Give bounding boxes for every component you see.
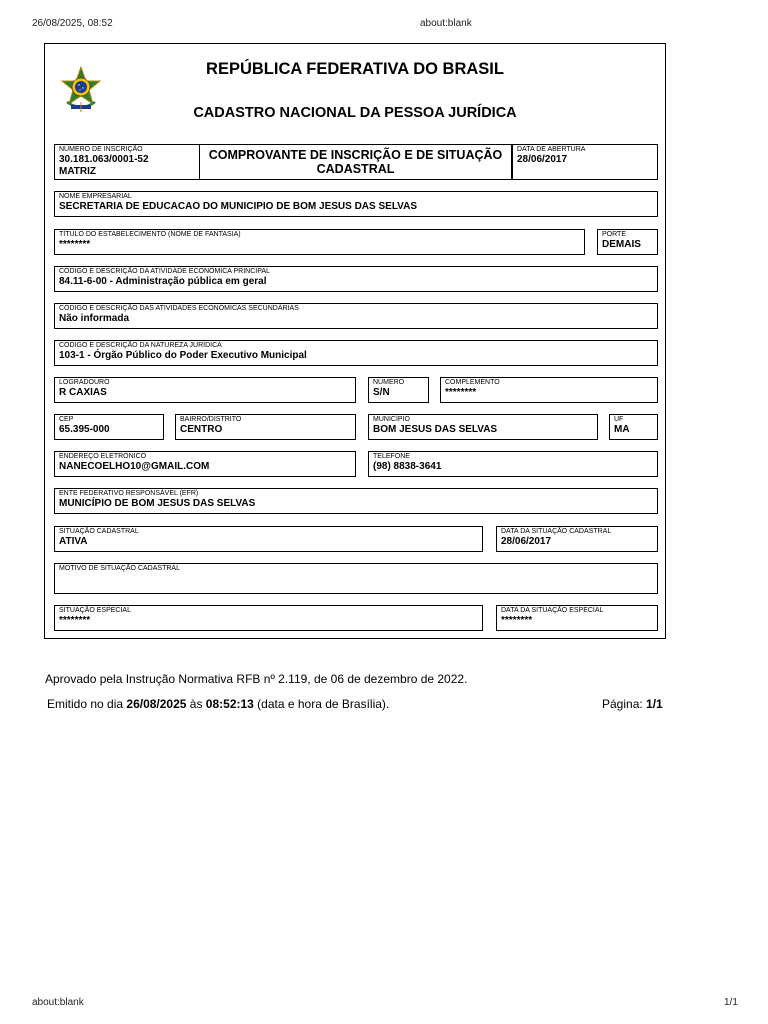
field-label: MOTIVO DE SITUAÇÃO CADASTRAL bbox=[59, 565, 180, 572]
field-label: ENTE FEDERATIVO RESPONSÁVEL (EFR) bbox=[59, 490, 199, 497]
field-label: LOGRADOURO bbox=[59, 379, 110, 386]
field-label: NÚMERO bbox=[373, 379, 405, 386]
field-value: 65.395-000 bbox=[59, 424, 110, 435]
field-label: CEP bbox=[59, 416, 74, 423]
field-value: ******** bbox=[59, 615, 91, 626]
issued-time: 08:52:13 bbox=[205, 697, 254, 711]
field-label: ENDEREÇO ELETRÔNICO bbox=[59, 453, 147, 460]
issued-note bbox=[47, 697, 389, 711]
field-value: MA bbox=[614, 424, 630, 435]
field-value: (98) 8838-3641 bbox=[373, 461, 442, 472]
field-label: TÍTULO DO ESTABELECIMENTO (NOME DE FANTASIA) bbox=[59, 231, 241, 238]
field-numero bbox=[368, 377, 429, 403]
print-footer-url: about:blank bbox=[32, 997, 84, 1008]
field-label: CÓDIGO E DESCRIÇÃO DAS ATIVIDADES ECONÔMICAS SECUNDÁRIAS bbox=[59, 305, 299, 312]
document-title: REPÚBLICA FEDERATIVA DO BRASIL bbox=[206, 60, 504, 78]
issued-prefix: Emitido no dia bbox=[47, 697, 127, 711]
field-label: UF bbox=[614, 416, 624, 423]
field-label: SITUAÇÃO ESPECIAL bbox=[59, 607, 131, 614]
page-label: Página: bbox=[602, 697, 647, 711]
field-atividade-principal bbox=[54, 266, 658, 292]
issued-mid: às bbox=[186, 697, 206, 711]
field-inscricao bbox=[54, 144, 200, 180]
field-situacao-cadastral bbox=[54, 526, 483, 552]
issued-date: 26/08/2025 bbox=[126, 697, 187, 711]
field-label: CÓDIGO E DESCRIÇÃO DA ATIVIDADE ECONÔMICA PRINCIPAL bbox=[59, 268, 270, 275]
field-label: SITUAÇÃO CADASTRAL bbox=[59, 528, 139, 535]
field-email bbox=[54, 451, 356, 477]
field-cep bbox=[54, 414, 164, 440]
document-subtitle: CADASTRO NACIONAL DA PESSOA JURÍDICA bbox=[193, 105, 517, 121]
field-value: NANECOELHO10@GMAIL.COM bbox=[59, 461, 210, 472]
field-value: 103-1 - Órgão Público do Poder Executivo Municipal bbox=[59, 350, 307, 361]
field-value: 30.181.063/0001-52 bbox=[59, 154, 149, 165]
field-label: DATA DA SITUAÇÃO CADASTRAL bbox=[501, 528, 612, 535]
field-complemento bbox=[440, 377, 658, 403]
field-value: CENTRO bbox=[180, 424, 223, 435]
field-bairro bbox=[175, 414, 356, 440]
field-label: DATA DA SITUAÇÃO ESPECIAL bbox=[501, 607, 604, 614]
field-value: ******** bbox=[501, 615, 533, 626]
page-value: 1/1 bbox=[646, 697, 663, 711]
page-indicator bbox=[602, 697, 663, 711]
field-label: MUNICÍPIO bbox=[373, 416, 410, 423]
field-label: CÓDIGO E DESCRIÇÃO DA NATUREZA JURÍDICA bbox=[59, 342, 222, 349]
field-value: DEMAIS bbox=[602, 239, 641, 250]
field-value: MUNICÍPIO DE BOM JESUS DAS SELVAS bbox=[59, 498, 256, 509]
field-atividades-secundarias bbox=[54, 303, 658, 329]
field-nome-fantasia bbox=[54, 229, 585, 255]
field-label: PORTE bbox=[602, 231, 626, 238]
field-natureza-juridica bbox=[54, 340, 658, 366]
field-efr bbox=[54, 488, 658, 514]
field-situacao-especial bbox=[54, 605, 483, 631]
field-value-matriz: MATRIZ bbox=[59, 166, 97, 177]
field-value: 28/06/2017 bbox=[517, 154, 568, 165]
field-nome-empresarial bbox=[54, 191, 658, 217]
field-motivo-situacao bbox=[54, 563, 658, 594]
field-label: TELEFONE bbox=[373, 453, 410, 460]
comprovante-title: COMPROVANTE DE INSCRIÇÃO E DE SITUAÇÃO CADASTRAL bbox=[199, 144, 512, 180]
field-logradouro bbox=[54, 377, 356, 403]
field-label: COMPLEMENTO bbox=[445, 379, 500, 386]
field-value: ******** bbox=[445, 387, 477, 398]
field-label: NOME EMPRESARIAL bbox=[59, 193, 132, 200]
brazil-coat-of-arms-icon bbox=[61, 66, 101, 114]
field-value: R CAXIAS bbox=[59, 387, 107, 398]
print-datetime: 26/08/2025, 08:52 bbox=[32, 18, 113, 29]
field-municipio bbox=[368, 414, 598, 440]
print-page-title: about:blank bbox=[420, 18, 472, 29]
field-value: ATIVA bbox=[59, 536, 88, 547]
field-telefone bbox=[368, 451, 658, 477]
approval-note: Aprovado pela Instrução Normativa RFB nº 2.119, de 06 de dezembro de 2022. bbox=[45, 672, 468, 686]
field-data-situacao bbox=[496, 526, 658, 552]
issued-suffix: (data e hora de Brasília). bbox=[253, 697, 390, 711]
field-abertura bbox=[512, 144, 658, 180]
print-page-count: 1/1 bbox=[724, 997, 738, 1008]
field-porte bbox=[597, 229, 658, 255]
field-data-situacao-especial bbox=[496, 605, 658, 631]
field-label: NÚMERO DE INSCRIÇÃO bbox=[59, 146, 143, 153]
field-value: SECRETARIA DE EDUCACAO DO MUNICIPIO DE BOM JESUS DAS SELVAS bbox=[59, 201, 417, 212]
field-value: S/N bbox=[373, 387, 390, 398]
field-label: DATA DE ABERTURA bbox=[517, 146, 586, 153]
field-value: BOM JESUS DAS SELVAS bbox=[373, 424, 498, 435]
field-value: 84.11-6-00 - Administração pública em geral bbox=[59, 276, 267, 287]
field-uf bbox=[609, 414, 658, 440]
field-value: 28/06/2017 bbox=[501, 536, 552, 547]
field-label: BAIRRO/DISTRITO bbox=[180, 416, 242, 423]
field-value: Não informada bbox=[59, 313, 130, 324]
field-value: ******** bbox=[59, 239, 91, 250]
